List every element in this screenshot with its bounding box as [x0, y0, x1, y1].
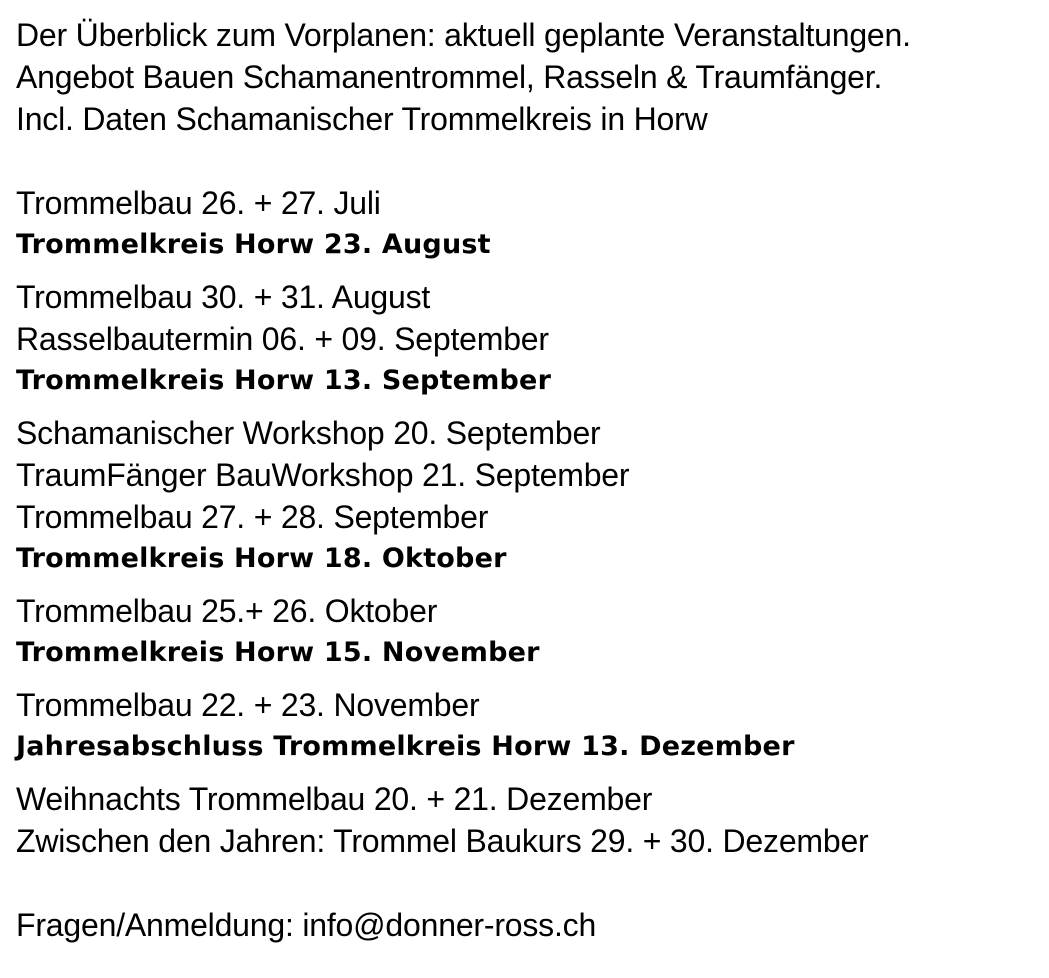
event-item: Trommelbau 27. + 28. September [16, 499, 489, 535]
event-item-highlight: Trommelkreis Horw 18. Oktober [16, 543, 507, 574]
event-list [16, 182, 1046, 862]
event-overview-document [16, 14, 1046, 946]
event-item: Schamanischer Workshop 20. September [16, 415, 601, 451]
intro-section [16, 14, 1046, 140]
event-item: Zwischen den Jahren: Trommel Baukurs 29. + 30. Dezember [16, 823, 869, 859]
event-item: Weihnachts Trommelbau 20. + 21. Dezember [16, 781, 653, 817]
intro-line: Angebot Bauen Schamanentrommel, Rasseln & Traumfänger. [16, 59, 883, 95]
event-item: Trommelbau 25.+ 26. Oktober [16, 593, 438, 629]
event-item: TraumFänger BauWorkshop 21. September [16, 457, 630, 493]
event-item-highlight: Trommelkreis Horw 15. November [16, 637, 540, 668]
event-item-highlight: Trommelkreis Horw 13. September [16, 365, 552, 396]
contact-line: Fragen/Anmeldung: info@donner-ross.ch [16, 907, 597, 943]
event-item: Trommelbau 22. + 23. November [16, 687, 480, 723]
intro-line: Incl. Daten Schamanischer Trommelkreis in Horw [16, 101, 708, 137]
event-item: Trommelbau 30. + 31. August [16, 279, 431, 315]
spacer [16, 140, 1046, 182]
event-item: Rasselbautermin 06. + 09. September [16, 321, 549, 357]
event-item-highlight: Trommelkreis Horw 23. August [16, 229, 491, 260]
event-item-highlight: Jahresabschluss Trommelkreis Horw 13. Dezember [16, 731, 795, 762]
spacer [16, 862, 1046, 904]
event-item: Trommelbau 26. + 27. Juli [16, 185, 381, 221]
intro-line: Der Überblick zum Vorplanen: aktuell geplante Veranstaltungen. [16, 17, 911, 53]
